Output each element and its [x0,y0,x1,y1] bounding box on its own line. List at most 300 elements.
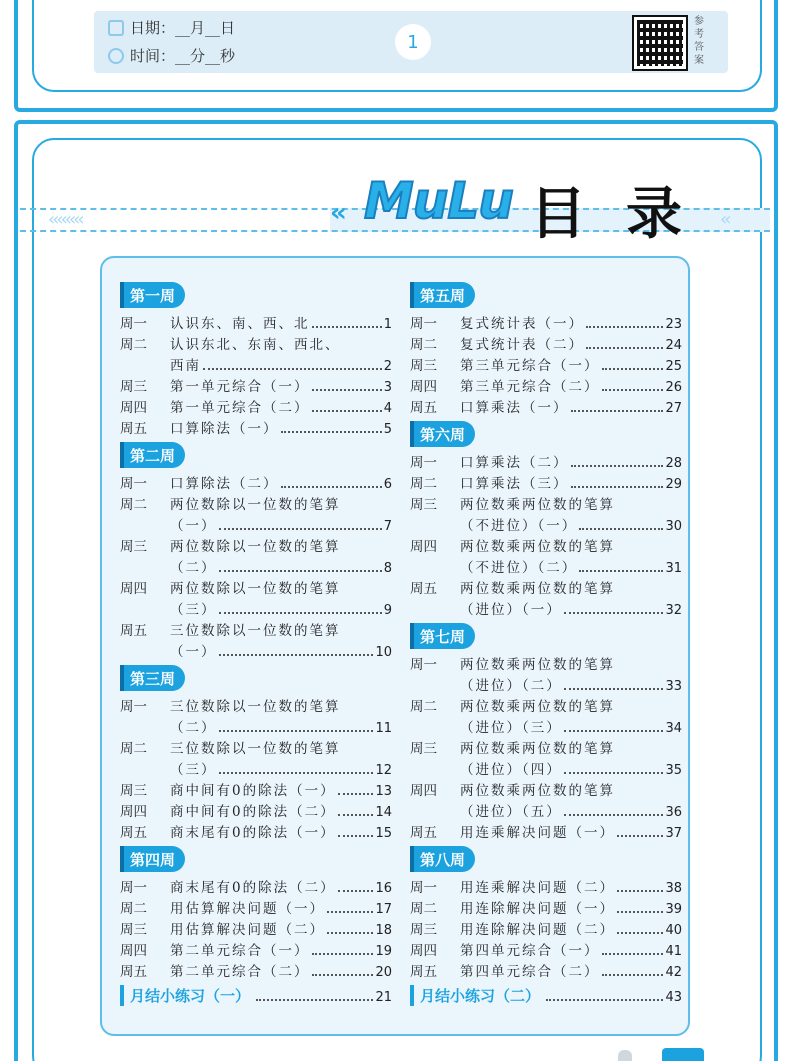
dot-leader [602,389,664,391]
toc-line [460,474,682,495]
toc-page-number: 37 [665,826,682,841]
toc-title: 复式统计表（二） [460,337,584,353]
toc-line [460,920,682,941]
toc-page-number: 41 [665,944,682,959]
toc-day: 周四 [120,804,147,820]
toc-line [460,878,682,899]
toc-line [460,453,682,474]
dot-leader [602,953,664,955]
toc-title: （二） [170,720,217,736]
toc-page-number: 1 [383,317,392,332]
toc-page-number: 38 [665,881,682,896]
toc-day: 周三 [410,497,437,513]
toc-line [460,941,682,962]
toc-day: 周五 [120,421,147,437]
toc-day: 周一 [410,880,437,896]
toc-entry[interactable] [410,537,682,579]
toc-line [170,398,392,419]
toc-page-number: 29 [665,477,682,492]
dot-leader [602,368,664,370]
qr-code-icon[interactable] [634,17,686,69]
toc-line [460,495,682,516]
dot-leader [219,654,374,656]
toc-page-number: 28 [665,456,682,471]
toc-entry[interactable] [410,739,682,781]
toc-day: 周一 [410,316,437,332]
toc-entry[interactable] [120,579,392,621]
toc-entry[interactable] [410,941,682,962]
toc-day: 周四 [120,400,147,416]
toc-day: 周五 [410,581,437,597]
toc-title: 用连乘解决问题（二） [460,880,615,896]
monthly-practice-entry[interactable] [120,985,392,1006]
toc-day: 周二 [120,741,147,757]
toc-line [170,314,392,335]
week-heading: 第一周 [120,282,185,308]
toc-title: 第二单元综合（一） [170,943,310,959]
toc-title: 第一单元综合（一） [170,379,310,395]
dot-leader [617,932,663,934]
dot-leader [564,814,664,816]
toc-entry[interactable] [410,495,682,537]
toc-entry[interactable] [410,398,682,419]
bottom-decoration [618,1046,698,1061]
toc-line [170,802,392,823]
toc-line [460,739,682,760]
toc-entry[interactable] [410,920,682,941]
toc-page-number: 43 [665,990,682,1005]
toc-title: 口算除法（二） [170,476,279,492]
toc-line [460,823,682,844]
calendar-icon [108,20,124,36]
previous-page-card [14,0,778,112]
toc-line [460,600,682,621]
toc-line [170,781,392,802]
dot-leader [219,772,374,774]
toc-page-number: 19 [375,944,392,959]
toc-day: 周二 [410,699,437,715]
toc-day: 周三 [120,922,147,938]
previous-page-inner-frame [32,0,762,92]
toc-entry[interactable] [120,335,392,377]
toc-title: 口算乘法（三） [460,476,569,492]
toc-title: 认识东、南、西、北 [170,316,310,332]
toc-title: （进位）（一） [460,602,562,618]
toc-title: 口算除法（一） [170,421,279,437]
toc-day: 周一 [410,657,437,673]
toc-line [170,718,392,739]
dot-leader [617,835,663,837]
toc-page-number: 10 [375,645,392,660]
toc-title: （进位）（三） [460,720,562,736]
dot-leader [579,570,663,572]
toc-title: （进位）（五） [460,804,562,820]
toc-entry[interactable] [410,697,682,739]
toc-title: 商末尾有0的除法（二） [170,880,336,896]
toc-title: 第三单元综合（二） [460,379,600,395]
dot-leader [327,911,373,913]
toc-day: 周三 [410,358,437,374]
dot-leader [219,612,382,614]
toc-day: 周五 [410,400,437,416]
toc-line [460,579,682,600]
toc-entry[interactable] [410,781,682,823]
toc-title: （进位）（四） [460,762,562,778]
dot-leader [203,368,382,370]
toc-title: （一） [170,518,217,534]
toc-line [460,335,682,356]
toc-day: 周四 [120,943,147,959]
toc-line [170,823,392,844]
toc-page-number: 33 [665,679,682,694]
title-chevron-icon: « [330,198,347,228]
toc-entry[interactable] [120,739,392,781]
dot-leader [312,953,374,955]
toc-page-number: 14 [375,805,392,820]
toc-entry[interactable] [120,899,392,920]
toc-line [460,356,682,377]
toc-line [460,377,682,398]
week-heading: 第二周 [120,442,185,468]
date-label: 日期：__月__日 [130,19,236,37]
qr-label: 参考答案 [694,16,704,66]
dot-leader [312,389,382,391]
toc-page-number: 27 [665,401,682,416]
toc-page-number: 16 [375,881,392,896]
toc-line [460,697,682,718]
toc-line [460,718,682,739]
dot-leader [312,974,374,976]
toc-entry[interactable] [410,823,682,844]
monthly-practice-entry[interactable] [410,985,682,1006]
toc-line [170,697,392,718]
dot-leader [617,890,663,892]
toc-line [170,621,392,642]
toc-title: 两位数乘两位数的笔算 [460,783,615,799]
toc-title: 第三单元综合（一） [460,358,600,374]
week-heading: 第六周 [410,421,475,447]
toc-page-number: 2 [383,359,392,374]
toc-entry[interactable] [410,962,682,983]
toc-title: 用估算解决问题（二） [170,922,325,938]
dot-leader [256,999,373,1001]
toc-line [170,474,392,495]
dot-leader [571,486,664,488]
toc-title: （不进位）（二） [460,560,578,576]
toc-page-number: 18 [375,923,392,938]
toc-day: 周三 [120,539,147,555]
toc-day: 周三 [410,741,437,757]
dot-leader [338,814,374,816]
toc-title: 口算乘法（一） [460,400,569,416]
toc-title: 三位数除以一位数的笔算 [170,741,341,757]
toc-entry[interactable] [120,377,392,398]
toc-entry[interactable] [120,941,392,962]
dot-leader [327,932,373,934]
toc-title: 两位数除以一位数的笔算 [170,539,341,555]
toc-page-number: 5 [383,422,392,437]
toc-day: 周四 [120,581,147,597]
toc-line [460,537,682,558]
toc-day: 周二 [410,901,437,917]
toc-day: 周四 [410,943,437,959]
time-row [108,45,235,66]
title-latin: MuLu [364,172,513,230]
toc-line [460,398,682,419]
toc-line [460,781,682,802]
toc-page-number: 30 [665,519,682,534]
toc-entry[interactable] [410,335,682,356]
toc-line [170,962,392,983]
toc-entry[interactable] [410,314,682,335]
toc-line [460,655,682,676]
toc-page-number: 15 [375,826,392,841]
toc-entry[interactable] [410,878,682,899]
toc-page-number: 40 [665,923,682,938]
dot-leader [586,326,663,328]
date-row [108,17,235,38]
toc-entry[interactable] [120,398,392,419]
toc-title: 第一单元综合（二） [170,400,310,416]
toc-page-number: 8 [383,561,392,576]
toc-title: 两位数除以一位数的笔算 [170,497,341,513]
toc-day: 周五 [410,964,437,980]
toc-line [460,676,682,697]
toc-page-number: 25 [665,359,682,374]
toc-column-left [120,280,392,1006]
toc-line [170,335,392,356]
dot-leader [281,431,382,433]
toc-page-number: 39 [665,902,682,917]
toc-line [170,419,392,440]
toc-page-number: 36 [665,805,682,820]
dot-leader [338,890,374,892]
toc-title: 用连乘解决问题（一） [460,825,615,841]
dot-leader [338,793,374,795]
toc-entry[interactable] [120,495,392,537]
toc-page-number: 35 [665,763,682,778]
page-title: 目录 [530,182,722,247]
toc-page-number: 7 [383,519,392,534]
toc-page-number: 17 [375,902,392,917]
toc-title: （不进位）（一） [460,518,578,534]
toc-entry[interactable] [120,419,392,440]
toc-line [460,962,682,983]
dot-leader [586,347,663,349]
toc-page-number: 6 [383,477,392,492]
week-heading: 第三周 [120,665,185,691]
toc-entry[interactable] [120,823,392,844]
toc-entry[interactable] [410,453,682,474]
dot-leader [579,528,663,530]
dot-leader [571,465,664,467]
toc-title: 第四单元综合（二） [460,964,600,980]
toc-line [170,495,392,516]
dot-leader [564,688,664,690]
toc-day: 周四 [410,783,437,799]
toc-entry[interactable] [120,314,392,335]
dot-leader [564,612,664,614]
toc-page-number: 34 [665,721,682,736]
week-heading: 第四周 [120,846,185,872]
toc-day: 周三 [120,783,147,799]
toc-line [460,760,682,781]
toc-line [170,642,392,663]
toc-day: 周五 [410,825,437,841]
chevron-decoration-left: ‹‹‹‹‹‹‹‹ [48,209,82,230]
toc-entry[interactable] [120,962,392,983]
toc-line [460,899,682,920]
toc-column-right [410,280,682,1006]
toc-title: 认识东北、东南、西北、 [170,337,341,353]
toc-title: 两位数乘两位数的笔算 [460,581,615,597]
toc-entry[interactable] [120,474,392,495]
toc-page-number: 42 [665,965,682,980]
toc-title: 第二单元综合（二） [170,964,310,980]
toc-entry[interactable] [120,697,392,739]
page-number: 1 [395,24,431,60]
chevron-decoration-right: ‹‹ [720,209,729,230]
toc-title: 用连除解决问题（二） [460,922,615,938]
dot-leader [571,410,664,412]
toc-title: 商中间有0的除法（一） [170,783,336,799]
toc-day: 周四 [410,379,437,395]
date-time-strip [94,11,728,73]
toc-title: （三） [170,762,217,778]
dot-leader [312,410,382,412]
toc-page-number: 11 [375,721,392,736]
toc-day: 周一 [120,880,147,896]
stopwatch-icon [108,48,124,64]
toc-title: 用估算解决问题（一） [170,901,325,917]
toc-page-number: 3 [383,380,392,395]
toc-page-number: 31 [665,561,682,576]
toc-day: 周二 [120,337,147,353]
toc-title: 口算乘法（二） [460,455,569,471]
toc-line [170,878,392,899]
toc-day: 周一 [120,699,147,715]
toc-entry[interactable] [410,655,682,697]
toc-title: 商中间有0的除法（二） [170,804,336,820]
toc-page-number: 12 [375,763,392,778]
toc-page-number: 4 [383,401,392,416]
toc-entry[interactable] [410,474,682,495]
toc-entry[interactable] [120,537,392,579]
toc-line [460,314,682,335]
week-heading: 第八周 [410,846,475,872]
time-label: 时间：__分__秒 [130,47,236,65]
toc-day: 周一 [120,476,147,492]
toc-page-number: 21 [375,990,392,1005]
toc-line [170,899,392,920]
toc-page-number: 13 [375,784,392,799]
toc-entry[interactable] [120,920,392,941]
toc-title: 两位数乘两位数的笔算 [460,657,615,673]
toc-line [170,377,392,398]
toc-title: 用连除解决问题（一） [460,901,615,917]
dot-leader [602,974,664,976]
toc-day: 周一 [410,455,437,471]
toc-day: 周二 [120,901,147,917]
toc-title: 两位数乘两位数的笔算 [460,539,615,555]
toc-line [460,802,682,823]
toc-page-number: 23 [665,317,682,332]
toc-title: 第四单元综合（一） [460,943,600,959]
dot-leader [564,772,664,774]
dot-leader [312,326,382,328]
toc-title: 三位数除以一位数的笔算 [170,623,341,639]
toc-title: 西南 [170,358,201,374]
toc-day: 周一 [120,316,147,332]
toc-page-number: 26 [665,380,682,395]
toc-day: 周三 [410,922,437,938]
toc-line [170,600,392,621]
toc-title: 两位数乘两位数的笔算 [460,741,615,757]
toc-title: 两位数除以一位数的笔算 [170,581,341,597]
toc-page-number: 9 [383,603,392,618]
toc-line [170,537,392,558]
toc-day: 周五 [120,964,147,980]
toc-line [170,760,392,781]
toc-entry[interactable] [120,878,392,899]
monthly-practice-label: 月结小练习（二） [410,985,540,1006]
dot-leader [617,911,663,913]
toc-title: （二） [170,560,217,576]
toc-entry[interactable] [410,579,682,621]
table-of-contents [100,256,690,1036]
dot-leader [546,999,663,1001]
toc-day: 周二 [120,497,147,513]
toc-title: 复式统计表（一） [460,316,584,332]
toc-title: （进位）（二） [460,678,562,694]
dot-leader [281,486,382,488]
toc-page-number: 24 [665,338,682,353]
toc-entry[interactable] [120,802,392,823]
toc-title: 两位数乘两位数的笔算 [460,699,615,715]
toc-page-number: 20 [375,965,392,980]
toc-title: （三） [170,602,217,618]
toc-title: 商末尾有0的除法（一） [170,825,336,841]
toc-entry[interactable] [120,621,392,663]
toc-line [170,579,392,600]
toc-line [460,558,682,579]
toc-day: 周五 [120,623,147,639]
toc-line [170,941,392,962]
dot-leader [564,730,664,732]
dot-leader [219,730,374,732]
toc-day: 周二 [410,337,437,353]
toc-day: 周五 [120,825,147,841]
toc-title: （一） [170,644,217,660]
toc-line [170,356,392,377]
dot-leader [219,570,382,572]
toc-entry[interactable] [120,781,392,802]
toc-line [460,516,682,537]
dot-leader [338,835,374,837]
toc-day: 周二 [410,476,437,492]
toc-entry[interactable] [410,899,682,920]
toc-entry[interactable] [410,356,682,377]
toc-page-number: 32 [665,603,682,618]
toc-day: 周三 [120,379,147,395]
toc-day: 周四 [410,539,437,555]
week-heading: 第五周 [410,282,475,308]
toc-line [170,920,392,941]
toc-title: 两位数乘两位数的笔算 [460,497,615,513]
dot-leader [219,528,382,530]
toc-entry[interactable] [410,377,682,398]
monthly-practice-label: 月结小练习（一） [120,985,250,1006]
